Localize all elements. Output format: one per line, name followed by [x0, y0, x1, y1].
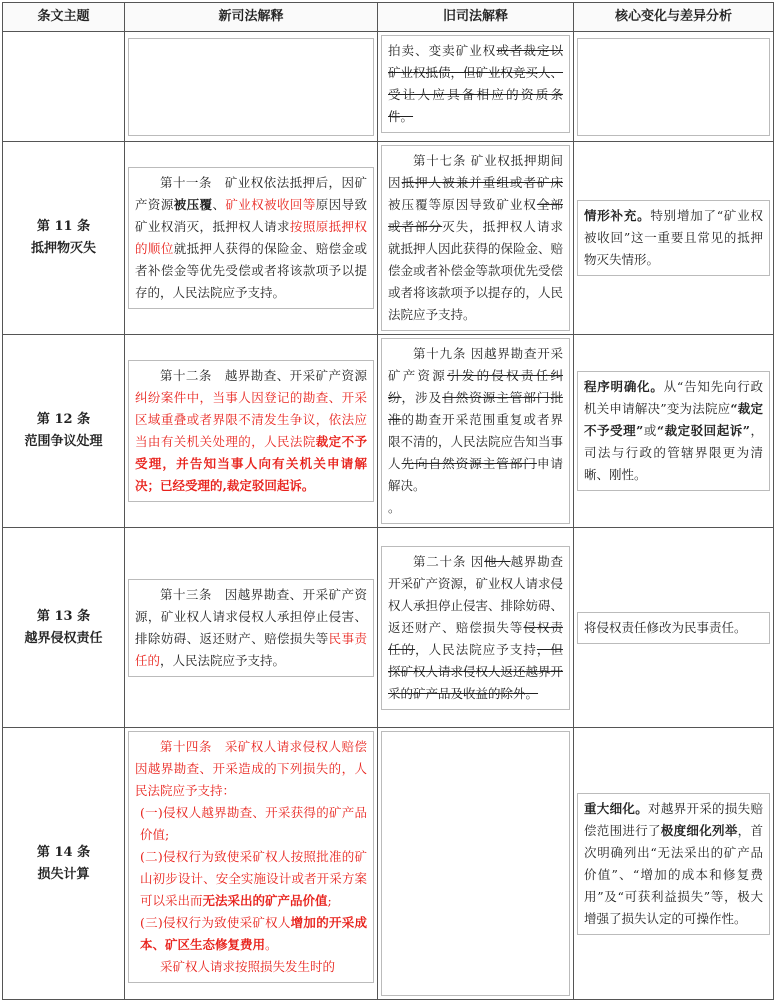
- topic-cell: [3, 335, 125, 528]
- header-new: 新司法解释: [125, 3, 378, 32]
- analysis-cell: [574, 528, 774, 728]
- analysis-cell: [574, 142, 774, 335]
- comparison-table: [2, 2, 774, 1000]
- old-text-cell: [378, 528, 574, 728]
- topic-article: 第 13 条: [36, 608, 91, 624]
- analysis-text: 情形补充。特别增加了“矿业权被收回”这一重要且常见的抵押物灭失情形。: [584, 208, 763, 267]
- header-analysis: 核心变化与差异分析: [574, 3, 774, 32]
- topic-title: 越界侵权责任: [24, 630, 103, 646]
- table-row: [3, 528, 774, 728]
- table-row: [3, 335, 774, 528]
- table-row: [3, 728, 774, 1000]
- table-row: [3, 142, 774, 335]
- analysis-text: 重大细化。对越界开采的损失赔偿范围进行了极度细化列举，首次明确列出“无法采出的矿产品价值”、“增加的成本和修复费用”及“可获利益损失”等，极大增强了损失认定的可操作性。: [584, 800, 763, 926]
- new-text: 第十三条 因越界勘查、开采矿产资源，矿业权人请求侵权人承担停止侵害、排除妨碍、返还财产、赔偿损失等民事责任的，人民法院应予支持。: [135, 586, 367, 668]
- topic-cell: [3, 728, 125, 1000]
- topic-article: 第 11 条: [36, 219, 91, 234]
- topic-title: 损失计算: [37, 866, 90, 882]
- new-text-cell: [125, 528, 378, 728]
- list-item: (三)侵权行为致使采矿权人增加的开采成本、矿区生态修复费用。: [140, 915, 367, 952]
- topic-cell: [3, 32, 125, 142]
- header-topic: 条文主题: [3, 3, 125, 32]
- analysis-cell: [574, 32, 774, 142]
- new-text-continued: 采矿权人请求按照损失发生时的: [160, 959, 336, 974]
- new-text: 第十二条 越界勘查、开采矿产资源纠纷案件中，当事人因登记的勘查、开采区域重叠或者界限不清发生争议，依法应当由有关机关处理的，人民法院裁定不予受理，并告知当事人向有关机关申请解决；已经受理的,裁定驳回起诉。: [135, 368, 367, 493]
- topic-article: 第 14 条: [36, 844, 91, 860]
- header-old: 旧司法解释: [378, 3, 574, 32]
- new-text-cell: [125, 335, 378, 528]
- list-item: (一)侵权人越界勘查、开采获得的矿产品价值;: [140, 805, 367, 842]
- old-text-cell: [378, 142, 574, 335]
- analysis-text: 将侵权责任修改为民事责任。: [584, 619, 747, 635]
- analysis-text: 程序明确化。从“告知先向行政机关申请解决”变为法院应“裁定不予受理”或“裁定驳回起诉”，司法与行政的管辖界限更为清晰、刚性。: [584, 379, 763, 482]
- old-text: 拍卖、变卖矿业权或者裁定以矿业权抵债，但矿业权竞买人、受让人应具备相应的资质条件。: [388, 43, 564, 124]
- list-item: (二)侵权行为致使采矿权人按照批准的矿山初步设计、安全实施设计或者开采方案可以采出而无法采出的矿产品价值;: [140, 849, 367, 908]
- table-header-row: [3, 3, 774, 32]
- old-text-cell: [378, 728, 574, 1000]
- old-text-cell: 第十九条 因越界勘查开采矿产资源引发的侵权责任纠纷，涉及自然资源主管部门批准的勘查开采范围重复或者界限不清的，人民法院应告知当事人先向自然资源主管部门申请解决。 。: [378, 335, 574, 528]
- analysis-cell: [574, 335, 774, 528]
- topic-cell: [3, 528, 125, 728]
- new-text: 第十四条 采矿权人请求侵权人赔偿因越界勘查、开采造成的下列损失的，人民法院应予支持：: [135, 739, 367, 798]
- new-text: 第十一条 矿业权依法抵押后，因矿产资源被压覆、矿业权被收回等原因导致矿业权消灭，抵押权人请求按照原抵押权的顺位就抵押人获得的保险金、赔偿金或者补偿金等优先受偿或者将该款项予以提存的，人民法院应予支持。: [135, 175, 367, 300]
- old-text: 第十七条 矿业权抵押期间因抵押人被兼并重组或者矿床被压覆等原因导致矿业权全部或者部分灭失，抵押权人请求就抵押人因此获得的保险金、赔偿金或者补偿金等款项优先受偿或者将该款项予以提存的，人民法院应予支持。: [388, 153, 564, 322]
- old-text: 第十九条 因越界勘查开采矿产资源引发的侵权责任纠纷，涉及自然资源主管部门批准的勘查开采范围重复或者界限不清的，人民法院应告知当事人先向自然资源主管部门申请解决。: [388, 346, 564, 493]
- analysis-cell: [574, 728, 774, 1000]
- topic-title: 范围争议处理: [24, 434, 103, 449]
- new-text-cell: [125, 142, 378, 335]
- topic-title: 抵押物灭失: [30, 241, 96, 256]
- topic-article: 第 12 条: [36, 412, 91, 427]
- topic-cell: [3, 142, 125, 335]
- old-text-cell: [378, 32, 574, 142]
- new-text-cell: [125, 32, 378, 142]
- old-text: 第二十条 因他人越界勘查开采矿产资源，矿业权人请求侵权人承担停止侵害、排除妨碍、返还财产、赔偿损失等侵权责任的，人民法院应予支持，但探矿权人请求侵权人返还越界开采的矿产品及收益的除外。: [388, 553, 564, 701]
- table-row: [3, 32, 774, 142]
- new-text-cell: [125, 728, 378, 1000]
